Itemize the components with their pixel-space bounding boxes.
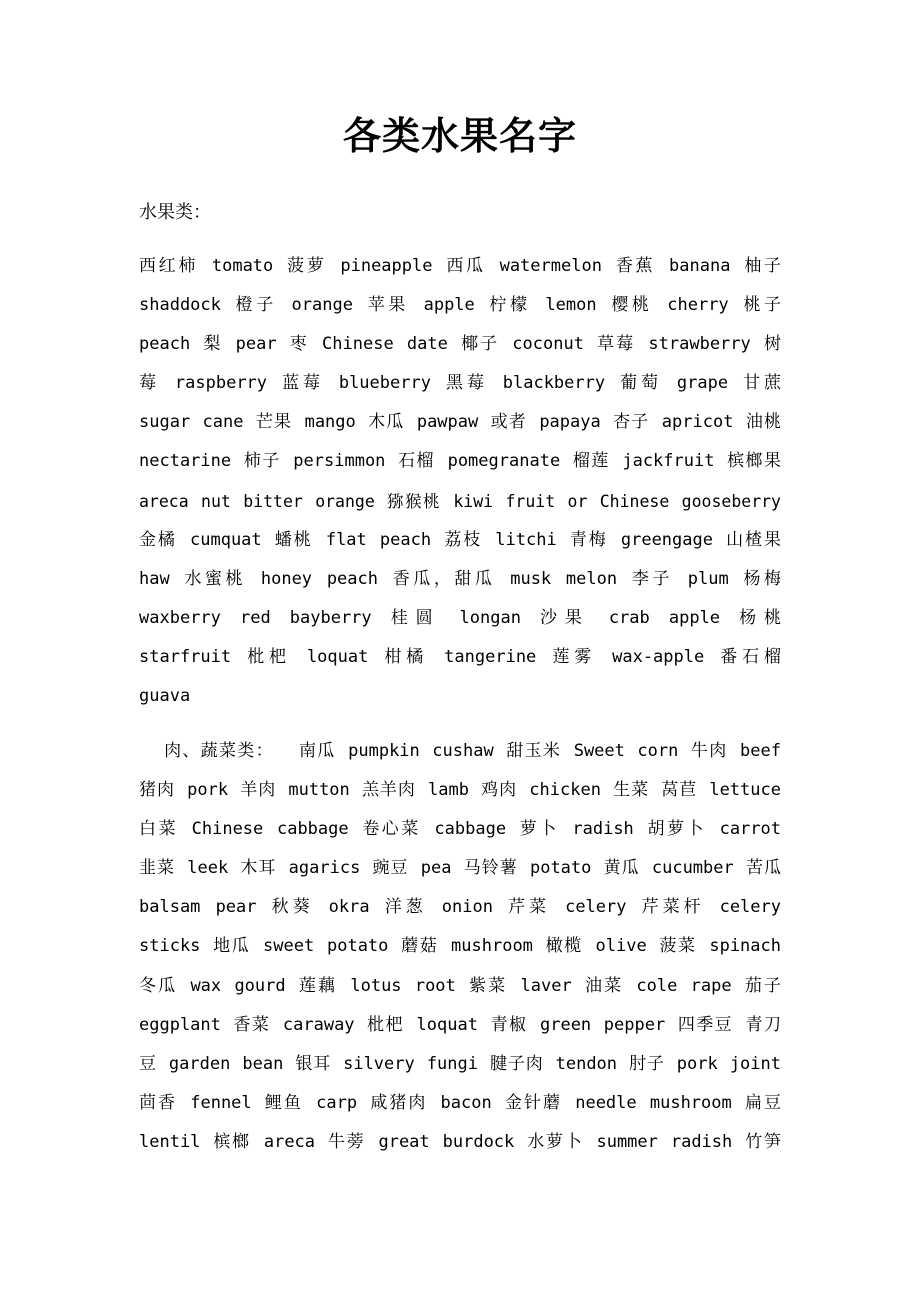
fruit-line: 西红柿 tomato 菠萝 pineapple 西瓜 watermelon 香蕉 banana 柚子	[139, 256, 781, 276]
veg-line: 肉、蔬菜类： 南瓜 pumpkin cushaw 甜玉米 Sweet corn 牛肉 beef	[139, 741, 781, 761]
fruit-line: haw 水蜜桃 honey peach 香瓜，甜瓜 musk melon 李子 plum 杨梅	[139, 568, 781, 589]
veg-line: lentil 槟榔 areca 牛蒡 great burdock 水萝卜 summer radish 竹笋	[139, 1131, 781, 1152]
fruit-line: 金橘 cumquat 蟠桃 flat peach 荔枝 litchi 青梅 greengage 山楂果	[139, 529, 781, 550]
veg-line: 白菜 Chinese cabbage 卷心菜 cabbage 萝卜 radish 胡萝卜 carrot	[139, 819, 781, 840]
page-title: 各类水果名字	[342, 113, 577, 158]
fruit-line: waxberry red bayberry 桂圆 longan 沙果 crab apple 杨桃	[139, 607, 781, 628]
fruit-line: peach 梨 pear 枣 Chinese date 椰子 coconut 草莓 strawberry 树	[139, 334, 781, 355]
fruit-line: guava	[139, 686, 191, 707]
fruit-line: shaddock 橙子 orange 苹果 apple 柠檬 lemon 樱桃 cherry 桃子	[139, 295, 781, 316]
fruit-section-label: 水果类：	[139, 202, 211, 223]
veg-line: sticks 地瓜 sweet potato 蘑菇 mushroom 橄榄 olive 菠菜 spinach	[139, 936, 781, 957]
veg-line: 冬瓜 wax gourd 莲藕 lotus root 紫菜 laver 油菜 cole rape 茄子	[139, 975, 781, 996]
fruit-line: sugar cane 芒果 mango 木瓜 pawpaw 或者 papaya 杏子 apricot 油桃	[139, 412, 781, 433]
veg-line: 猪肉 pork 羊肉 mutton 羔羊肉 lamb 鸡肉 chicken 生菜 莴苣 lettuce	[139, 780, 781, 801]
fruit-line: 莓 raspberry 蓝莓 blueberry 黑莓 blackberry 葡萄 grape 甘蔗	[139, 373, 781, 394]
fruit-paragraph	[139, 247, 781, 716]
veg-line: eggplant 香菜 caraway 枇杷 loquat 青椒 green pepper 四季豆 青刀	[139, 1014, 781, 1035]
fruit-line: nectarine 柿子 persimmon 石榴 pomegranate 榴莲 jackfruit 槟榔果	[139, 451, 781, 472]
veg-line: 豆 garden bean 银耳 silvery fungi 腱子肉 tendon 肘子 pork joint	[139, 1053, 781, 1074]
veg-line: 韭菜 leek 木耳 agarics 豌豆 pea 马铃薯 potato 黄瓜 cucumber 苦瓜	[139, 858, 781, 879]
fruit-line: starfruit 枇杷 loquat 柑橘 tangerine 莲雾 wax-apple 番石榴	[139, 646, 781, 667]
veg-line: 茴香 fennel 鲤鱼 carp 咸猪肉 bacon 金针蘑 needle mushroom 扁豆	[139, 1092, 781, 1113]
veg-paragraph	[139, 732, 781, 1162]
veg-line: balsam pear 秋葵 okra 洋葱 onion 芹菜 celery 芹菜杆 celery	[139, 897, 781, 918]
fruit-line: areca nut bitter orange 猕猴桃 kiwi fruit or Chinese gooseberry	[139, 491, 781, 511]
